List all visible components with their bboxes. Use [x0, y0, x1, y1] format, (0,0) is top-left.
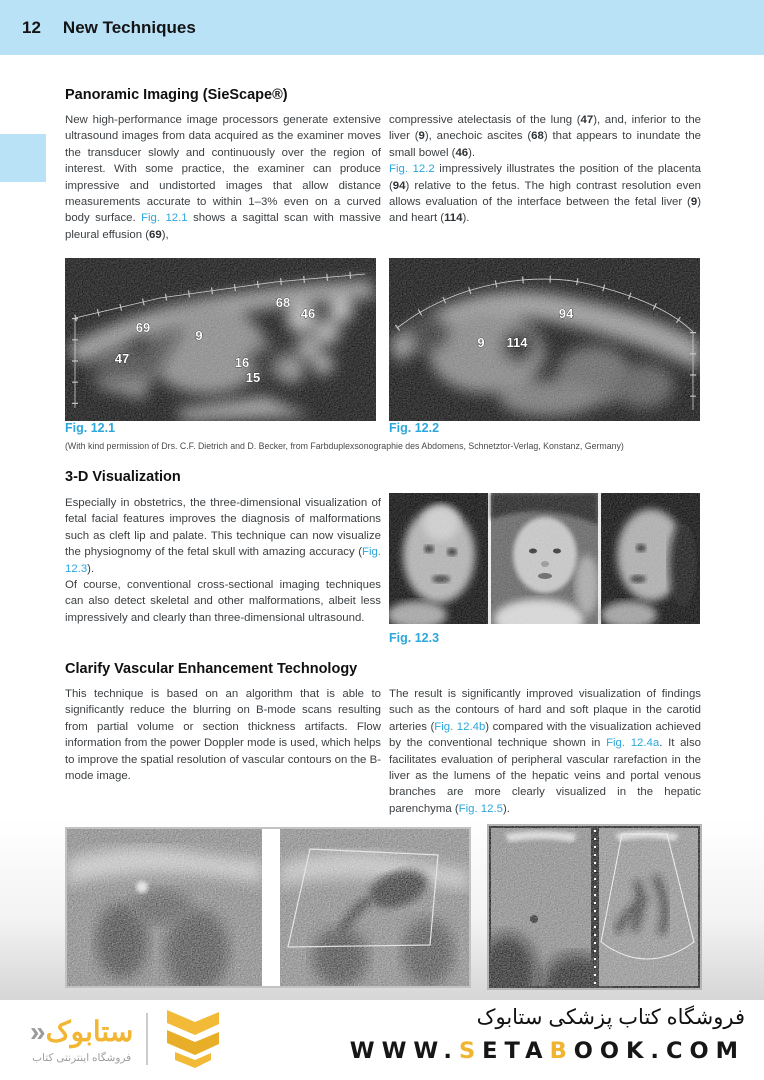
figure-12-5: [487, 824, 702, 990]
page-edge-thumb-tab: [0, 134, 46, 182]
logo-divider: [146, 1013, 148, 1065]
us-annotation: 114: [506, 335, 528, 350]
us-annotation: 16: [234, 355, 250, 370]
figure-12-3: [389, 493, 700, 624]
us-annotation: 94: [558, 306, 574, 321]
figure-12-4-pair: [65, 827, 471, 988]
body-paragraph: This technique is based on an algorithm that is able to significantly reduce the blurring on B-mode scans resulting from partial volume or section thickness artifacts. Flow information from the power Doppler mode is used, which helps to improve the spatial resolution of vascular contours on the B-mode image.: [65, 688, 381, 783]
fig-reference-link[interactable]: Fig. 12.5: [458, 802, 503, 815]
figure-caption-12-2: Fig. 12.2: [389, 421, 440, 435]
body-paragraph: Fig. 12.2 impressively illustrates the position of the placenta (94) relative to the fetus. The high contrast resolution even allows evaluation of the interface between the fetal liver (9) and heart (114).: [389, 163, 701, 225]
chapter-number: 12: [22, 17, 41, 37]
us-annotation: 69: [135, 320, 151, 335]
figure-caption-12-1: Fig. 12.1: [65, 421, 116, 435]
section-heading-clarify: Clarify Vascular Enhancement Technology: [65, 661, 358, 677]
setabook-tagline: فروشگاه اینترنتی کتاب: [32, 1051, 132, 1064]
body-paragraph: Especially in obstetrics, the three-dimensional visualization of fetal facial features improves the diagnosis of malformations such as cleft lip and palate. This technique can now visualize the physiognomy of the fetal skull with amazing accuracy (Fig. 12.3).: [65, 497, 381, 575]
image-pair-divider: [262, 829, 280, 986]
ultrasound-image-12-2: [389, 258, 700, 421]
body-paragraph: Of course, conventional cross-sectional imaging techniques can also detect skeletal and other malformations, albeit less impressively and clearly than three-dimensional ultrasound.: [65, 579, 381, 624]
figure-caption-12-3: Fig. 12.3: [389, 631, 440, 645]
setabook-watermark-footer: [0, 1000, 764, 1080]
us-annotation: 9: [477, 335, 485, 350]
site-url[interactable]: WWW.SETABOOK.COM: [349, 1038, 745, 1064]
fig-reference-link[interactable]: Fig. 12.2: [389, 163, 435, 176]
clarify-column-right: [389, 686, 701, 817]
section-heading-panoramic: Panoramic Imaging (SieScape®): [65, 87, 288, 103]
body-paragraph: compressive atelectasis of the lung (47), and, inferior to the liver (9), anechoic ascites (68) that appears to inundate the small bowel (46).: [389, 114, 702, 159]
setabook-wordmark: ستابوک«: [30, 1015, 134, 1047]
fig-reference-link[interactable]: Fig. 12.3: [65, 546, 381, 575]
figure-12-1: [65, 258, 376, 421]
us-annotation: 47: [114, 351, 130, 366]
setabook-chevron-icon: [161, 1008, 225, 1070]
us-annotation: 68: [275, 295, 291, 310]
ultrasound-image-12-1: [65, 258, 376, 421]
threed-column-left: [65, 495, 381, 626]
setabook-logo: [30, 1008, 225, 1070]
chapter-title: New Techniques: [62, 17, 196, 37]
panoramic-column-right: [389, 112, 701, 227]
section-heading-3d-visualization: 3-D Visualization: [65, 469, 181, 485]
panoramic-column-left: [65, 112, 381, 243]
us-annotation: 46: [300, 306, 316, 321]
us-annotation: 9: [195, 328, 203, 343]
us-annotation: 15: [245, 370, 261, 385]
store-title: فروشگاه کتاب پزشکی ستابوک: [476, 1006, 745, 1029]
body-paragraph: The result is significantly improved visualization of findings such as the contours of hard and soft plaque in the carotid arteries (Fig. 12.4b) compared with the visualization achieved by the conventional technique shown in Fig. 12.4a. It also facilitates evaluation of peripheral vascular rarefaction in the liver as the lumens of the hepatic veins and portal venous branches are more clearly visualized in the hepatic parenchyma (Fig. 12.5).: [389, 688, 701, 815]
footer-store-info: [350, 1003, 745, 1064]
fetal-face-3d-image: [389, 493, 700, 624]
figure-12-2: [389, 258, 700, 421]
fig-reference-link[interactable]: Fig. 12.4b: [434, 720, 486, 733]
carotid-clarify-image: [280, 829, 469, 986]
fig-reference-link[interactable]: Fig. 12.1: [141, 212, 188, 225]
liver-split-image: [489, 826, 700, 988]
fig-reference-link[interactable]: Fig. 12.4a: [606, 737, 660, 750]
figure-credit-line: (With kind permission of Drs. C.F. Dietrich and D. Becker, from Farbduplexsonographie des Abdomens, Schnetztor-Verlag, Konstanz, Germany): [65, 441, 624, 451]
carotid-conventional-image: [67, 829, 262, 986]
chapter-header-bar: [0, 0, 764, 55]
body-paragraph: New high-performance image processors generate extensive ultrasound images from data acquired as the examiner moves the transducer slowly and continuously over the region of interest. With some practice, the examiner can produce impressive and undistorted images that allow distance measurements accurate to within 1–3% even on a curved body surface. Fig. 12.1 shows a sagittal scan with massive pleural effusion (69),: [65, 114, 381, 241]
clarify-column-left: [65, 686, 381, 784]
